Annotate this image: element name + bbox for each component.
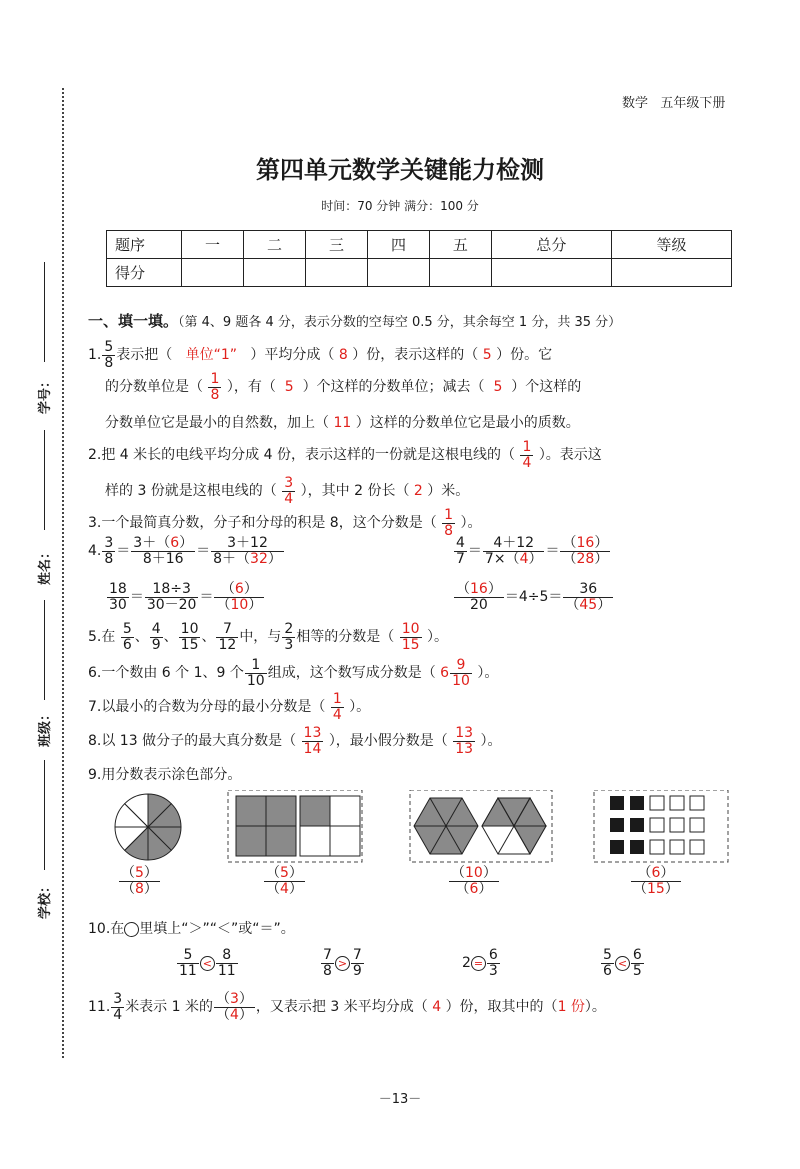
side-label-school: 学校： xyxy=(38,879,54,920)
answer[interactable]: 4 xyxy=(432,999,442,1016)
text: ）份。它 xyxy=(496,347,553,364)
question-number: 10. xyxy=(88,921,111,937)
question-number: 7. xyxy=(88,699,102,716)
header-grade: 五年级下册 xyxy=(660,96,726,111)
compare-circle[interactable]: < xyxy=(615,956,630,971)
question-number: 5. xyxy=(88,629,102,646)
text: ）。 xyxy=(426,629,448,646)
text: 一个数由 6 个 1、9 个 xyxy=(101,665,244,682)
text: 用分数表示涂色部分。 xyxy=(101,767,242,783)
text: ）个这样的分数单位；减去（ xyxy=(302,379,485,396)
score-cell: 得分 xyxy=(107,259,182,287)
fraction: $\frac{4}{7}$ xyxy=(456,535,465,567)
answer[interactable]: 5 xyxy=(284,379,294,396)
text: 里填上“＞”“＜”或“＝”。 xyxy=(139,921,295,937)
fraction: $\frac{5}{8}$ xyxy=(104,339,114,371)
text: ）。 xyxy=(460,515,482,532)
q9-answer-1[interactable]: $\frac{(5)}{(8)}$ xyxy=(121,865,158,897)
fraction: $\frac{18}{30}$ xyxy=(109,581,127,613)
question-number: 9. xyxy=(88,767,102,783)
question-number: 3. xyxy=(88,515,102,532)
fraction: $\frac{4+12}{7\times(4)}$ xyxy=(484,535,543,567)
question-number: 2. xyxy=(88,447,102,464)
text: 在 xyxy=(101,629,116,646)
answer-fraction[interactable]: $\frac{1}{8}$ xyxy=(210,371,220,403)
answer[interactable]: 5 xyxy=(482,347,492,364)
question-7 xyxy=(88,692,370,722)
text: 米表示 1 米的 xyxy=(125,999,213,1016)
q10-item-4: $\frac{5}{6}$ < $\frac{6}{5}$ xyxy=(603,947,642,979)
circle-blank-icon xyxy=(124,922,139,937)
page-number: －13－ xyxy=(378,1092,422,1107)
answer[interactable]: 8 xyxy=(338,347,348,364)
score-cell: 二 xyxy=(243,231,305,259)
text: 的分数单位是（ xyxy=(105,379,203,396)
fraction: $\frac{3}{4}$ xyxy=(113,991,123,1023)
question-10 xyxy=(88,918,295,938)
score-cell: 一 xyxy=(182,231,244,259)
text: ），有（ xyxy=(226,379,276,396)
text: ）。 xyxy=(480,733,502,750)
fraction: $\frac{3}{8}$ xyxy=(104,535,114,567)
q9-answer-3[interactable]: $\frac{(10)}{(6)}$ xyxy=(451,865,497,897)
side-line-2 xyxy=(44,430,45,530)
score-cell: 五 xyxy=(429,231,491,259)
question-1-line-1 xyxy=(88,340,552,370)
text: ）这样的分数单位它是最小的质数。 xyxy=(355,415,580,431)
score-table-score-row xyxy=(107,259,732,287)
side-label-student-no: 学号： xyxy=(38,374,54,415)
side-label-name: 姓名： xyxy=(38,545,54,586)
side-label-class: 班级： xyxy=(38,707,54,748)
hexagons-figure xyxy=(410,790,552,862)
score-entry[interactable] xyxy=(305,259,367,287)
compare-circle[interactable]: < xyxy=(200,956,215,971)
score-cell: 四 xyxy=(367,231,429,259)
q10-item-3: 2 = $\frac{6}{3}$ xyxy=(462,947,498,979)
question-9 xyxy=(88,764,241,784)
text: ）。表示这 xyxy=(538,447,602,464)
text: 把 4 米长的电线平均分成 4 份，表示这样的一份就是这根电线的（ xyxy=(101,447,515,464)
question-9-figures xyxy=(110,790,800,865)
text: 中，与 xyxy=(239,629,282,646)
answer-fraction[interactable]: $\frac{1}{4}$ xyxy=(522,439,532,471)
score-entry[interactable] xyxy=(429,259,491,287)
answer-fraction[interactable]: $\frac{13}{14}$ xyxy=(303,725,322,757)
question-number: 11. xyxy=(88,999,111,1016)
text: ，又表示把 3 米平均分成（ xyxy=(255,999,428,1016)
answer-fraction[interactable]: $\frac{1}{4}$ xyxy=(332,691,342,723)
question-4-row-2-right: $\frac{(16)}{20}$ ＝4÷5＝ $\frac{36}{(45)}$ xyxy=(456,581,612,613)
answer-fraction[interactable]: $\frac{9}{10}$ xyxy=(452,657,470,689)
question-1-line-3 xyxy=(105,412,580,432)
q10-item-2: $\frac{7}{8}$ > $\frac{7}{9}$ xyxy=(323,947,362,979)
answer-fraction[interactable]: $\frac{3}{4}$ xyxy=(284,475,294,507)
answer-fraction[interactable]: $\frac{1}{8}$ xyxy=(444,507,454,539)
answer[interactable]: 1 份 xyxy=(557,999,585,1016)
text: 以 13 做分子的最大真分数是（ xyxy=(101,733,297,750)
answer[interactable]: 5 xyxy=(493,379,503,396)
score-entry[interactable] xyxy=(611,259,731,287)
question-11 xyxy=(88,992,606,1022)
text: 在 xyxy=(110,921,125,937)
dots-grid-figure xyxy=(594,790,728,862)
question-3 xyxy=(88,508,482,538)
question-number: 6. xyxy=(88,665,102,682)
score-entry[interactable] xyxy=(182,259,244,287)
fraction: $\frac{1}{10}$ xyxy=(246,657,265,689)
fraction: $\frac{3+12}{8+(32)}$ xyxy=(213,535,282,567)
question-8 xyxy=(88,726,502,756)
question-2-line-2 xyxy=(105,476,469,506)
question-number: 8. xyxy=(88,733,102,750)
question-5: 5.在 $\frac{5}{6}$ 、 $\frac{4}{9}$ 、 $\frac{10}{15}$ 、 $\frac{7}{12}$ 中，与 $\frac{2}{3}$ 相等的分数是（ $\frac{10}{15}$ ）。 xyxy=(88,621,448,653)
answer[interactable]: 单位“1” xyxy=(185,347,238,364)
text: ）个这样的 xyxy=(511,379,582,396)
answer[interactable]: 2 xyxy=(413,483,423,500)
section-1-header xyxy=(88,310,621,331)
fraction: $\frac{10}{15}$ xyxy=(180,621,199,653)
answer-fraction[interactable]: $\frac{(16)}{20}$ xyxy=(456,581,502,613)
page-title: 第四单元数学关键能力检测 xyxy=(256,155,544,184)
text: 一个最简真分数，分子和分母的积是 8，这个分数是（ xyxy=(101,515,437,532)
compare-circle[interactable]: = xyxy=(471,956,486,971)
text: 样的 3 份就是这根电线的（ xyxy=(105,483,277,500)
header-subject: 数学 xyxy=(622,96,649,111)
score-entry[interactable] xyxy=(367,259,429,287)
side-line-4 xyxy=(44,760,45,870)
question-1-line-2 xyxy=(105,372,581,402)
fraction: $\frac{5}{6}$ xyxy=(122,621,132,653)
fraction: $\frac{4}{9}$ xyxy=(151,621,161,653)
question-4-row-2: $\frac{18}{30}$ ＝ $\frac{18\div 3}{30-20}$ ＝ $\frac{(6)}{(10)}$ xyxy=(109,581,263,613)
text: ），其中 2 份长（ xyxy=(300,483,410,500)
question-4-row-1-right: $\frac{4}{7}$ ＝ $\frac{4+12}{7\times(4)}$ ＝ $\frac{(16)}{(28)}$ xyxy=(456,535,609,567)
text: ）。 xyxy=(349,699,371,716)
text: 以最小的合数为分母的最小分数是（ xyxy=(101,699,326,716)
circle-figure xyxy=(115,794,181,860)
score-cell: 等级 xyxy=(611,231,731,259)
q10-item-1: $\frac{5}{11}$ < $\frac{8}{11}$ xyxy=(179,947,236,979)
binding-dotted-line xyxy=(62,88,64,1058)
question-number: 1. xyxy=(88,347,102,364)
question-number: 4. xyxy=(88,543,102,560)
text: ）平均分成（ xyxy=(250,347,335,364)
side-line-3 xyxy=(44,600,45,700)
score-cell: 题序 xyxy=(107,231,182,259)
exam-info: 时间：70 分钟 满分：100 分 xyxy=(321,199,479,213)
answer-int[interactable]: 6 xyxy=(440,665,450,682)
answer[interactable]: 11 xyxy=(333,415,352,431)
squares-figure xyxy=(228,790,362,862)
question-6 xyxy=(88,658,498,688)
text: 相等的分数是（ xyxy=(296,629,395,646)
q9-answer-4[interactable]: $\frac{(6)}{(15)}$ xyxy=(633,865,679,897)
text: 分数单位它是最小的自然数，加上（ xyxy=(105,415,329,431)
fraction: $\frac{3+(6)}{8+16}$ xyxy=(133,535,194,567)
answer-fraction[interactable]: $\frac{(16)}{(28)}$ xyxy=(562,535,609,567)
fraction: $\frac{2}{3}$ xyxy=(284,621,294,653)
score-cell: 总分 xyxy=(491,231,611,259)
book-header xyxy=(622,92,725,111)
fraction: $\frac{18\div 3}{30-20}$ xyxy=(146,581,197,613)
text: ）。 xyxy=(477,665,499,682)
score-cell: 三 xyxy=(305,231,367,259)
compare-circle[interactable]: > xyxy=(335,956,350,971)
score-table xyxy=(106,230,732,287)
section-1-note: （第 4、9 题各 4 分，表示分数的空每空 0.5 分，其余每空 1 分，共 35 分） xyxy=(178,315,622,330)
question-2-line-1 xyxy=(88,440,602,470)
section-1-title: 一、填一填。 xyxy=(88,312,179,330)
text: 组成，这个数写成分数是（ xyxy=(267,665,436,682)
score-entry[interactable] xyxy=(491,259,611,287)
answer-fraction[interactable]: $\frac{36}{(45)}$ xyxy=(565,581,612,613)
fraction: $\frac{7}{12}$ xyxy=(218,621,237,653)
score-entry[interactable] xyxy=(243,259,305,287)
answer-fraction[interactable]: $\frac{13}{13}$ xyxy=(455,725,474,757)
text: ）。 xyxy=(584,999,606,1016)
side-line-1 xyxy=(44,262,45,362)
text: ）份，取其中的（ xyxy=(445,999,558,1016)
answer-fraction[interactable]: $\frac{10}{15}$ xyxy=(401,621,420,653)
text: ）份，表示这样的（ xyxy=(352,347,479,364)
answer-fraction[interactable]: $\frac{(6)}{(10)}$ xyxy=(216,581,263,613)
answer-fraction[interactable]: $\frac{(3)}{(4)}$ xyxy=(216,991,253,1023)
text: ）米。 xyxy=(427,483,470,500)
text: ），最小假分数是（ xyxy=(328,733,448,750)
score-table-header-row xyxy=(107,231,732,259)
question-4-row-1: 4. $\frac{3}{8}$ ＝ $\frac{3+(6)}{8+16}$ ＝ $\frac{3+12}{8+(32)}$ xyxy=(88,535,282,567)
q9-answer-2[interactable]: $\frac{(5)}{(4)}$ xyxy=(266,865,303,897)
text: 表示把（ xyxy=(116,347,173,364)
